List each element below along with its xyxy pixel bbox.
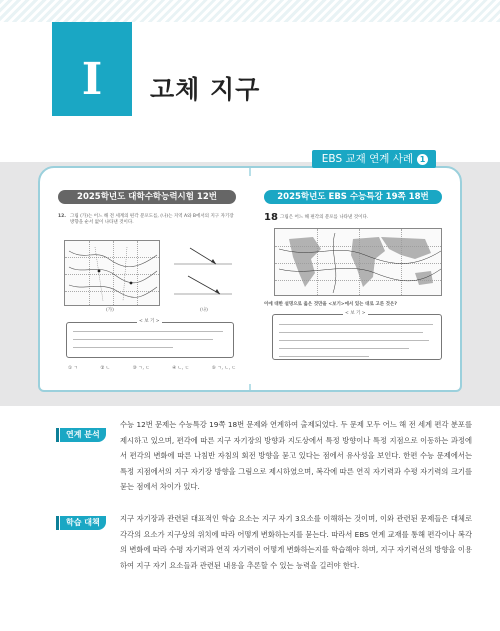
tab-label: EBS 교재 연계 사례 [321, 153, 413, 165]
chapter-title: 고체 지구 [150, 75, 261, 104]
left-condition-box [66, 319, 234, 358]
right-question-number: 18 [264, 212, 278, 223]
option: ② ㄴ [100, 366, 111, 371]
chapter-number: I [81, 54, 103, 105]
right-question-text: 그림은 어느 해 편각의 분포를 나타낸 것이다. [280, 215, 369, 220]
tab-number-badge: 1 [417, 154, 428, 165]
option: ⑤ ㄱ, ㄴ, ㄷ [211, 366, 236, 371]
option: ④ ㄴ, ㄷ [172, 366, 190, 371]
magnetic-field-diagrams [170, 242, 236, 302]
left-label-b: (나) [200, 308, 208, 313]
section-badge-strategy: 학습 대책 [60, 516, 106, 530]
right-box-title: < 보 기 > [345, 311, 366, 316]
left-answer-options [68, 366, 236, 372]
option: ① ㄱ [68, 366, 78, 371]
declination-map-a [64, 240, 160, 306]
left-question-number: 12. [58, 214, 66, 219]
right-page-header: 2025학년도 EBS 수능특강 19쪽 18번 [264, 190, 442, 204]
section-badge-analysis: 연계 분석 [60, 428, 106, 442]
section-badge-bar [56, 516, 59, 530]
continents-and-isogonic-lines [275, 229, 443, 297]
option: ③ ㄱ, ㄷ [132, 366, 150, 371]
right-sub-question: 이에 대한 설명으로 옳은 것만을 <보기>에서 있는 대로 고른 것은? [264, 302, 397, 307]
left-label-a: (가) [106, 308, 114, 313]
left-page-header: 2025학년도 대학수학능력시험 12번 [58, 190, 236, 204]
example-tab [312, 150, 436, 168]
decorative-stripe [0, 0, 500, 22]
section-text-analysis: 수능 12번 문제는 수능특강 19쪽 18번 문제와 연계하여 출제되었다. 두 문제 모두 어느 해 전 세계 편각 분포를 제시하고 있으며, 편각에 따른 지구 자기장의 방향과 지도상에서 특정 방향이나 특정 지점으로 이동하는 과정에서 편각의 변화에 따른 나침반 자침의 회전 방향을 묻고 있다는 점에서 유사성을 보인다. 한편 수능 문제에서는 특정 지점에서의 지구 자기장 방향을 그림으로 제시하였으며, 복각에 따른 연직 자기력과 수평 자기력의 크기를 묻는 점에서 차이가 있다. [120, 420, 472, 492]
left-page [44, 176, 250, 384]
left-question-text: 그림 (가)는 어느 해 전 세계의 편각 분포도를, (나)는 지역 A와 B에서의 지구 자기장 방향을 순서 없이 나타낸 것이다. [70, 214, 234, 225]
section-text-strategy: 지구 자기장과 관련된 대표적인 학습 요소는 지구 자기 3요소를 이해하는 것이며, 이와 관련된 문제들은 대체로 각각의 요소가 지구상의 위치에 따라 어떻게 변화하는지를 묻는다. 따라서 EBS 연계 교재를 통해 편각이나 복각의 변화에 따라 수평 자기력과 연직 자기력이 어떻게 변화하는지를 학습해야 하며, 지구 자기력선의 방향을 이용하여 지구 자기 요소들과 관련된 내용을 추론할 수 있는 능력을 길러야 한다. [120, 514, 473, 570]
left-box-title: < 보 기 > [139, 319, 160, 324]
world-declination-map [274, 228, 442, 296]
right-condition-box [272, 311, 442, 360]
isogonic-lines [65, 241, 161, 307]
right-page [250, 176, 456, 384]
section-badge-bar [56, 428, 59, 442]
